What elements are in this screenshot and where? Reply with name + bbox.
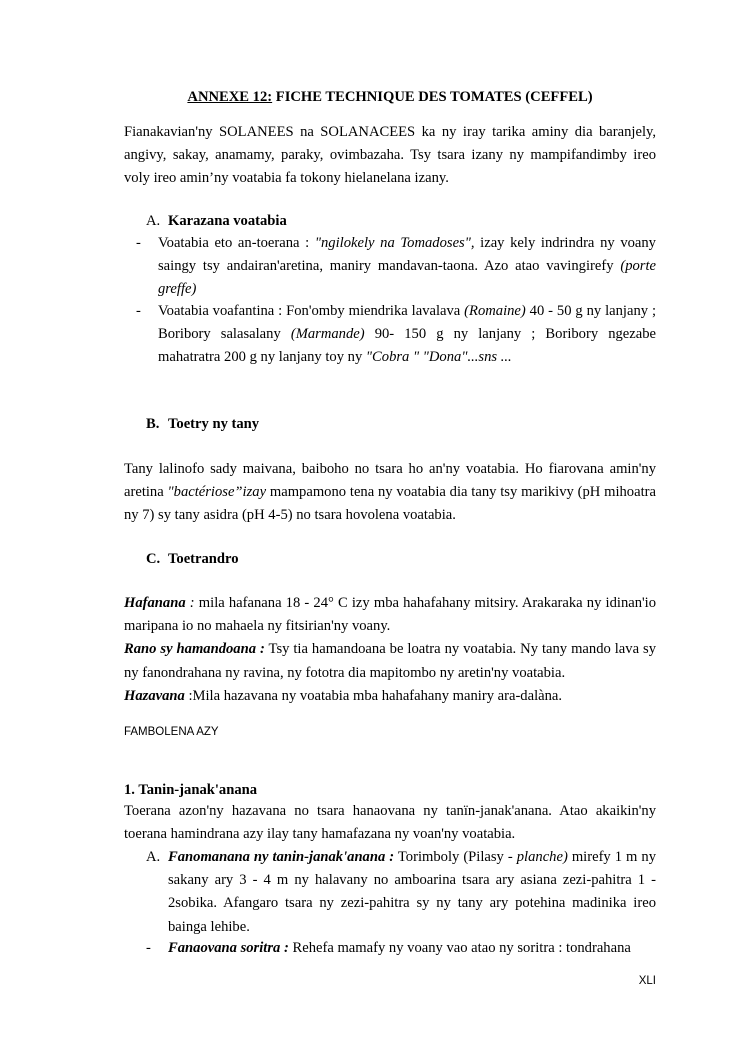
intro-paragraph: Fianakavian'ny SOLANEES na SOLANACEES ka ny iray tarika aminy dia baranjely, angivy, sakay, anamamy, paraky, ovimbazaha. Tsy tsara izany ny mampifandimby ireo voly ireo amin’ny voatabia fa tokony hielanelana izany.	[124, 124, 656, 187]
section-c-items	[124, 592, 656, 708]
page-number: XLI	[638, 975, 656, 987]
section-b-heading: B. Toetry ny tany	[146, 416, 260, 432]
item-rano: Rano sy hamandoana : Tsy tia hamandoana be loatra ny voatabia. Ny tany mando lava sy ny fanondrahana ny ravina, ny fototra dia mapitombo ny aretin'ny voatabia.	[124, 641, 656, 681]
title-text: FICHE TECHNIQUE DES TOMATES (CEFFEL)	[272, 89, 593, 105]
section-c-heading: C. Toetrandro	[146, 551, 239, 567]
section-a-bullet-2: - Voatabia voafantina : Fon'omby miendrika lavalava (Romaine) 40 - 50 g ny lanjany ; Boribory salasalany (Marmande) 90- 150 g ny lanjany ; Boribory ngezabe mahatratra 200 g ny lanjany toy ny "Cobra " "Dona"...sns ...	[136, 303, 656, 366]
page-title	[124, 87, 656, 107]
section-1-bullet-a: A. Fanomanana ny tanin-janak'anana : Torimboly (Pilasy - planche) mirefy 1 m ny sakany ary 3 - 4 m ny halavany no amboarina tsara ary asiana zezi-pahitra 1 - 2sobika. Afangaro tsara ny zezi-pahitra sy ny tany ary potehina madinika ireo bainga lehibe.	[146, 849, 656, 935]
title-annex-number: ANNEXE 12:	[187, 89, 273, 105]
section-b-paragraph: Tany lalinofo sady maivana, baiboho no tsara ho an'ny voatabia. Ho fiarovana amin'ny aretina "bactériose”izay mampamono tena ny voatabia dia tany tsy marikivy (pH mihoatra ny 7) sy tany asidra (pH 4-5) no tsara hovolena voatabia.	[124, 461, 656, 524]
fambolena-label: FAMBOLENA AZY	[124, 726, 219, 738]
section-1-paragraph: Toerana azon'ny hazavana no tsara hanaovana ny tanïn-janak'anana. Atao akaikin'ny toerana hamindrana azy ilay tany hamafazana ny voan'ny voatabia.	[124, 803, 656, 843]
item-hafanana: Hafanana : mila hafanana 18 - 24° C izy mba hahafahany mitsiry. Arakaraka ny idinan'io maripana io no mahaela ny fitsirian'ny voany.	[124, 595, 656, 635]
item-hazavana: Hazavana :Mila hazavana ny voatabia mba hahafahany maniry ara-dalàna.	[124, 687, 563, 704]
section-1-heading: 1. Tanin-janak'anana	[124, 782, 258, 798]
section-a-heading: A. Karazana voatabia	[146, 213, 287, 229]
section-1-bullet-soritra: - Fanaovana soritra : Rehefa mamafy ny voany vao atao ny soritra : tondrahana	[146, 940, 631, 956]
section-a-bullet-1: - Voatabia eto an-toerana : "ngilokely na Tomadoses", izay kely indrindra ny voany saingy tsy andairan'aretina, maniry mandavan-taona. Azo atao vavingirefy (porte greffe)	[136, 235, 656, 298]
